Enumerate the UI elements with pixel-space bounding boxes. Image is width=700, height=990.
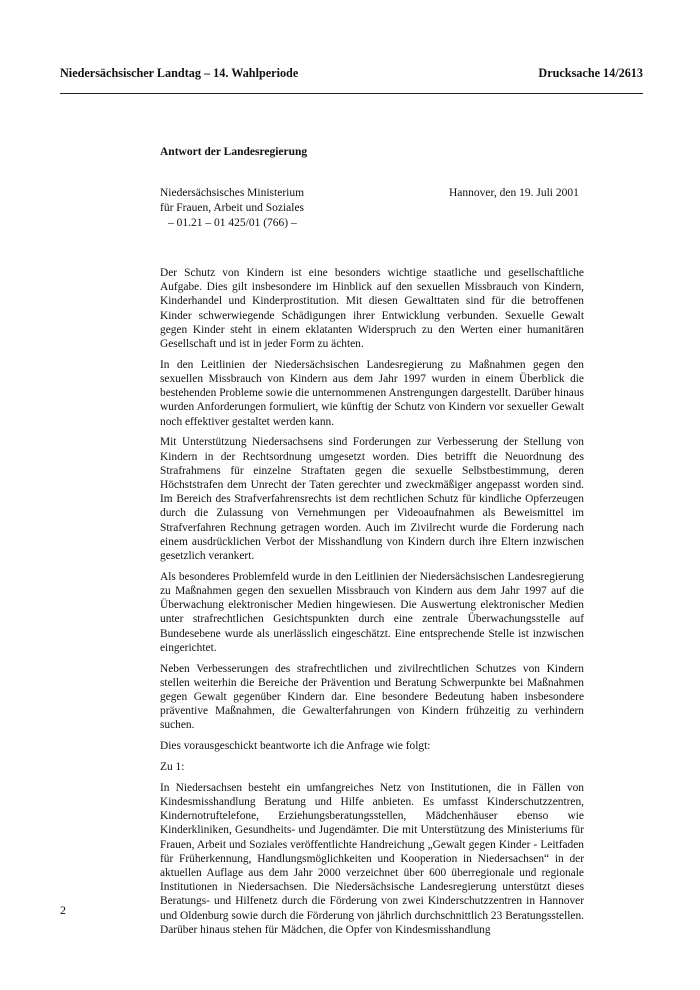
paragraph: In Niedersachsen besteht ein umfangreiches Netz von Institutionen, die in Fällen von Kindesmisshandlung Beratung und Hilfe anbieten. Es umfasst Kinderschutzzentren, Kindernotruftelefone, Erziehungsberatungsstellen, Mädchenhäuser ebenso wie Kinderkliniken, Gesundheits- und Jugendämter. Die mit Unterstützung des Ministeriums für Frauen, Arbeit und Soziales veröffentlichte Handreichung „Gewalt gegen Kinder - Leitfaden für Früherkennung, Handlungsmöglichkeiten und Kooperation in Niedersachsen“ in der aktuellen Auflage aus dem Jahr 2000 verzeichnet über 600 überregionale und regionale Institutionen in Niedersachsen. Die Niedersächsische Landesregierung unterstützt dieses Beratungs- und Hilfenetz durch die Förderung von zwei Kinderschutzzentren in Hannover und Oldenburg sowie durch die Förderung von jährlich durchschnittlich 23 Beratungsstellen. Darüber hinaus stehen für Mädchen, die Opfer von Kindesmisshandlung <box>160 781 584 936</box>
body-text <box>160 266 584 944</box>
sender-line-department: für Frauen, Arbeit und Soziales <box>160 202 305 214</box>
sender-block <box>160 186 304 231</box>
paragraph: Mit Unterstützung Niedersachsens sind Forderungen zur Verbesserung der Stellung von Kindern in der Rechtsordnung umgesetzt worden. Dies betrifft die Neuordnung des Strafrahmens für einzelne Straftaten gegen die sexuelle Selbstbestimmung, deren Höchststrafen dem Unrecht der Taten gerechter und zweckmäßiger angepasst worden sind. Im Bereich des Strafverfahrensrechts ist dem rechtlichen Schutz für kindliche Opferzeugen durch die Zulassung von Vernehmungen per Videoaufnahmen als Beweismittel im Strafverfahren Rechnung getragen worden. Auch im Zivilrecht wurde die Forderung nach einem ausdrücklichen Verbot der Misshandlung von Kindern durch ihre Eltern inzwischen gesetzlich verankert. <box>160 436 584 563</box>
answer-heading: Zu 1: <box>160 761 185 774</box>
sender-reference-number: – 01.21 – 01 425/01 (766) – <box>168 217 297 229</box>
header-parliament-title: Niedersächsischer Landtag – 14. Wahlperiode <box>60 66 299 80</box>
page-number: 2 <box>60 903 66 917</box>
paragraph: In den Leitlinien der Niedersächsischen Landesregierung zu Maßnahmen gegen den sexuellen Missbrauch von Kindern aus dem Jahr 1997 wurden in einem Überblick die bestehenden Probleme sowie die unternommenen Anstrengungen dargestellt. Darüber hinaus wurden Anforderungen formuliert, wie künftig der Schutz von Kindern vor sexueller Gewalt noch effektiver gestaltet werden kann. <box>160 358 584 428</box>
paragraph: Als besonderes Problemfeld wurde in den Leitlinien der Niedersächsischen Landesregierung zu Maßnahmen gegen den sexuellen Missbrauch von Kindern aus dem Jahr 1997 auf die Überwachung elektronischer Medien hingewiesen. Die Auswertung elektronischer Medien unter strafrechtlichen Gesichtspunkten durch eine zentrale Überwachungsstelle auf Bundesebene wurde als unerlässlich eingeschätzt. Eine entsprechende Stelle ist inzwischen eingerichtet. <box>160 570 584 654</box>
section-title: Antwort der Landesregierung <box>160 146 308 158</box>
paragraph: Neben Verbesserungen des strafrechtlichen und zivilrechtlichen Schutzes von Kindern stellen weiterhin die Bereiche der Prävention und Beratung Schwerpunkte bei Maßnahmen gegen Gewalt gegenüber Kindern dar. Eine besondere Bedeutung haben insbesondere präventive Maßnahmen, die Gewalterfahrungen von Kindern frühzeitig zu verhindern suchen. <box>160 662 584 732</box>
place-date: Hannover, den 19. Juli 2001 <box>449 187 579 199</box>
page-header <box>60 66 643 82</box>
sender-line-ministry: Niedersächsisches Ministerium <box>160 187 305 199</box>
header-document-number: Drucksache 14/2613 <box>538 66 643 80</box>
paragraph: Der Schutz von Kindern ist eine besonders wichtige staatliche und gesellschaftliche Aufgabe. Dies gilt insbesondere im Hinblick auf den sexuellen Missbrauch von Kindern, Kinderhandel und Kinderprostitution. Mit diesen Gewalttaten sind für die betroffenen Kinder schwerwiegende Schädigungen ihrer Entwicklung verbunden. Sexuelle Gewalt gegen Kinder steht in einem eklatanten Widerspruch zu den Werten einer humanitären Gesellschaft und ist in jeder Form zu ächten. <box>160 267 584 351</box>
paragraph: Dies vorausgeschickt beantworte ich die Anfrage wie folgt: <box>160 740 431 753</box>
header-rule <box>60 93 643 94</box>
